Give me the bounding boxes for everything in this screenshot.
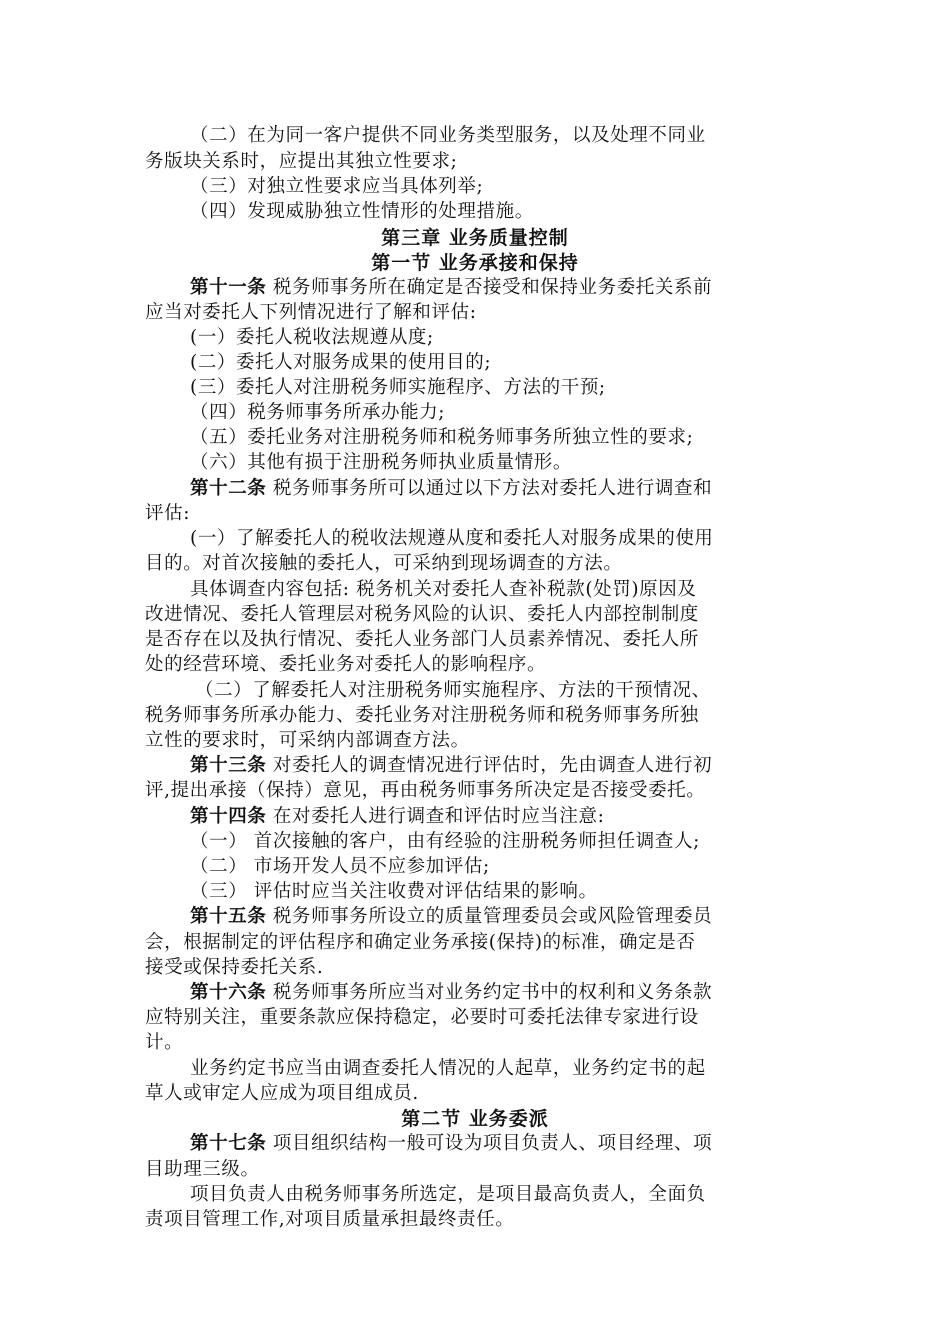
- article-17-line: [190, 1131, 850, 1157]
- article-12-line: [190, 476, 850, 502]
- article-14-line: [190, 804, 850, 830]
- article-11-line: [190, 275, 850, 301]
- text-line: 目的。对首次接触的委托人，可采纳到现场调查的方法。: [145, 553, 623, 574]
- article-text: 税务师事务所可以通过以下方法对委托人进行调查和: [266, 478, 713, 499]
- text-line: 会，根据制定的评估程序和确定业务承接(保持)的标准，确定是否: [145, 932, 696, 953]
- list-item: （四）税务师事务所承办能力;: [190, 402, 446, 423]
- article-15-line: [190, 904, 850, 930]
- text-line: 接受或保持委托关系.: [145, 957, 324, 978]
- text-line: 务版块关系时，应提出其独立性要求;: [145, 151, 458, 172]
- text-line: 处的经营环境、委托业务对委托人的影响程序。: [145, 654, 547, 675]
- article-label: 第十七条: [190, 1133, 267, 1154]
- article-label: 第十二条: [190, 478, 267, 499]
- text-line: 业务约定书应当由调查委托人情况的人起草，业务约定书的起: [190, 1058, 706, 1079]
- text-line: 评估:: [145, 503, 191, 524]
- list-item: （三） 评估时应当关注收费对评估结果的影响。: [190, 881, 598, 902]
- text-line: 改进情况、委托人管理层对税务风险的认识、委托人内部控制制度: [145, 604, 699, 625]
- article-13-line: [190, 753, 850, 779]
- text-line: 评,提出承接（保持）意见，再由税务师事务所决定是否接受委托。: [145, 780, 706, 801]
- text-line: 项目负责人由税务师事务所选定，是项目最高负责人，全面负: [190, 1184, 706, 1205]
- text-line: 税务师事务所承办能力、委托业务对注册税务师和税务师事务所独: [145, 705, 699, 726]
- list-item: (二）委托人对服务成果的使用目的;: [190, 352, 492, 373]
- text-line: （三）对独立性要求应当具体列举;: [190, 176, 484, 197]
- article-label: 第十五条: [190, 906, 267, 927]
- list-item: （二） 市场开发人员不应参加评估;: [190, 856, 490, 877]
- list-item: (三）委托人对注册税务师实施程序、方法的干预;: [190, 377, 606, 398]
- text-line: （二）在为同一客户提供不同业务类型服务，以及处理不同业: [190, 125, 706, 146]
- text-line: 责项目管理工作,对项目质量承担最终责任。: [145, 1209, 515, 1230]
- text-line: 计。: [145, 1032, 184, 1053]
- list-item: （一） 首次接触的客户，由有经验的注册税务师担任调查人;: [190, 831, 700, 852]
- list-item: （五）委托业务对注册税务师和税务师事务所独立性的要求;: [190, 427, 694, 448]
- article-text: 在对委托人进行调查和评估时应当注意:: [266, 806, 605, 827]
- article-label: 第十四条: [190, 806, 267, 827]
- text-line: （四）发现威胁独立性情形的处理措施。: [190, 201, 534, 222]
- article-label: 第十六条: [190, 982, 267, 1003]
- article-text: 税务师事务所设立的质量管理委员会或风险管理委员: [266, 906, 713, 927]
- text-line: 具体调查内容包括: 税务机关对委托人查补税款(处罚)原因及: [190, 579, 697, 600]
- section-title: 第二节 业务委派: [401, 1108, 549, 1130]
- article-16-line: [190, 980, 850, 1006]
- text-line: 应当对委托人下列情况进行了解和评估:: [145, 302, 477, 323]
- article-label: 第十一条: [190, 277, 267, 298]
- text-line: 草人或审定人应成为项目组成员.: [145, 1083, 419, 1104]
- article-text: 项目组织结构一般可设为项目负责人、项目经理、项: [266, 1133, 713, 1154]
- text-line: （二）了解委托人对注册税务师实施程序、方法的干预情况、: [195, 680, 711, 701]
- text-line: 应特别关注，重要条款应保持稳定，必要时可委托法律专家进行设: [145, 1007, 699, 1028]
- text-line: 立性的要求时，可采纳内部调查方法。: [145, 730, 470, 751]
- text-line: 是否存在以及执行情况、委托人业务部门人员素养情况、委托人所: [145, 629, 699, 650]
- chapter-title: 第三章 业务质量控制: [381, 227, 569, 249]
- article-text: 税务师事务所应当对业务约定书中的权利和义务条款: [266, 982, 713, 1003]
- text-line: 目助理三级。: [145, 1159, 260, 1180]
- section-title: 第一节 业务承接和保持: [371, 252, 579, 274]
- list-item: （六）其他有损于注册税务师执业质量情形。: [190, 452, 573, 473]
- text-line: (一）了解委托人的税收法规遵从度和委托人对服务成果的使用: [190, 528, 714, 549]
- article-text: 对委托人的调查情况进行评估时，先由调查人进行初: [266, 755, 713, 776]
- list-item: (一）委托人税收法规遵从度;: [190, 327, 434, 348]
- article-text: 税务师事务所在确定是否接受和保持业务委托关系前: [266, 277, 713, 298]
- article-label: 第十三条: [190, 755, 267, 776]
